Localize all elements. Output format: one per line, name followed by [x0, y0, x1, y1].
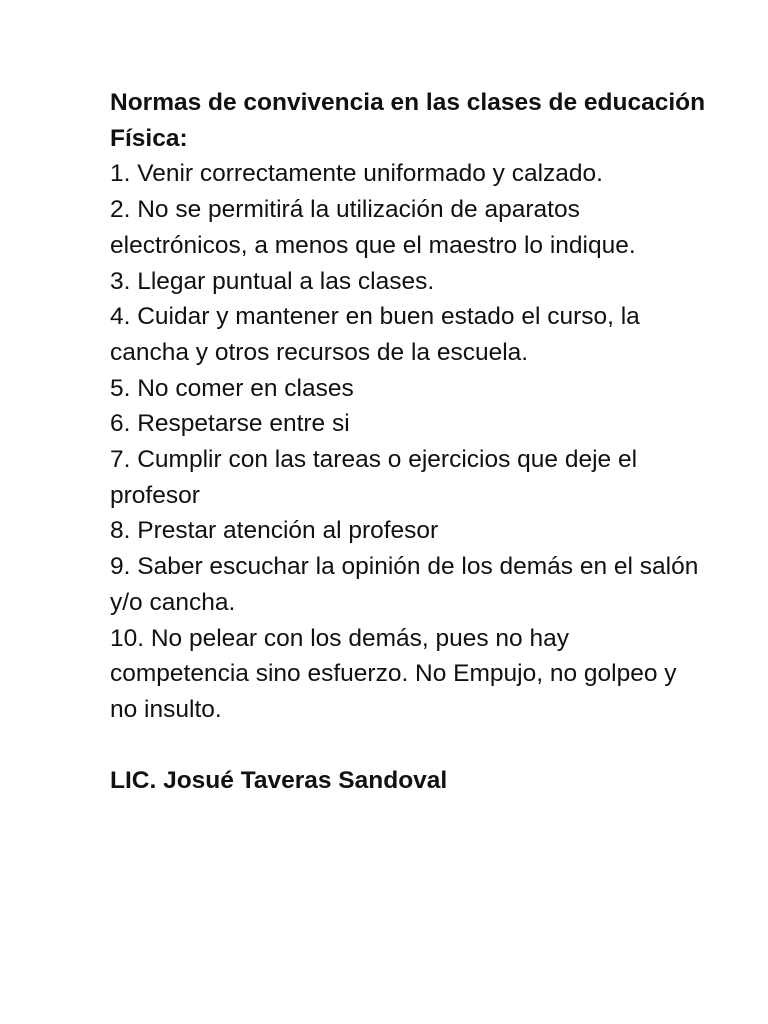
document-title: Normas de convivencia en las clases de educación Física:: [110, 89, 706, 152]
rule-item-7: 7. Cumplir con las tareas o ejercicios que deje el profesor: [110, 446, 638, 509]
rule-item-9: 9. Saber escuchar la opinión de los demás en el salón y/o cancha.: [110, 553, 699, 616]
rule-item-10: 10. No pelear con los demás, pues no hay competencia sino esfuerzo. No Empujo, no golpeo y no insulto.: [110, 624, 677, 723]
rules-list: [110, 156, 710, 727]
blank-line: [110, 728, 710, 764]
rule-item-8: 8. Prestar atención al profesor: [110, 517, 439, 545]
rule-item-6: 6. Respetarse entre si: [110, 410, 350, 438]
rule-item-2: 2. No se permitirá la utilización de aparatos electrónicos, a menos que el maestro lo indique.: [110, 196, 636, 259]
author-signature: LIC. Josué Taveras Sandoval: [110, 767, 448, 795]
rule-item-4: 4. Cuidar y mantener en buen estado el curso, la cancha y otros recursos de la escuela.: [110, 303, 640, 366]
document-page: [110, 85, 710, 799]
rule-item-1: 1. Venir correctamente uniformado y calzado.: [110, 160, 603, 188]
rule-item-3: 3. Llegar puntual a las clases.: [110, 267, 435, 295]
rule-item-5: 5. No comer en clases: [110, 374, 354, 402]
